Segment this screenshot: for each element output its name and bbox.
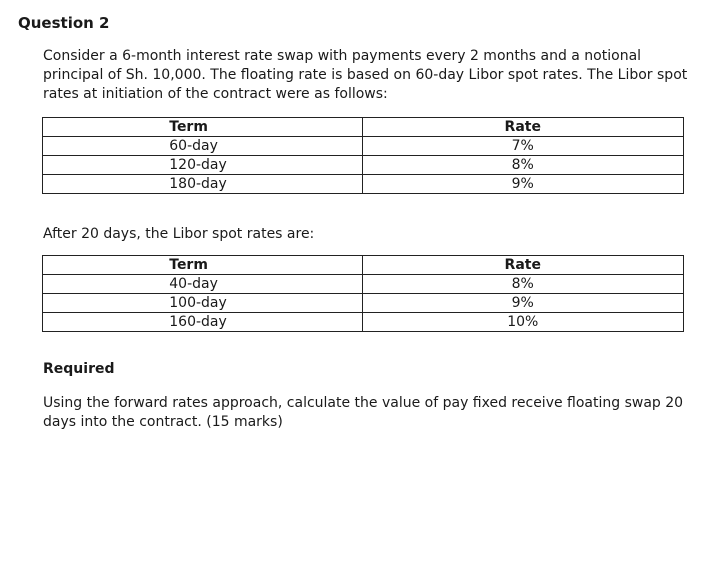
rate-cell: 10%	[362, 313, 683, 332]
table-row	[43, 275, 684, 294]
table-row	[43, 156, 684, 175]
table-row	[43, 294, 684, 313]
intro-paragraph: Consider a 6-month interest rate swap with payments every 2 months and a notional principal of Sh. 10,000. The floating rate is based on 60-day Libor spot rates. The Libor spot rates at initiation of the contract were as follows:	[43, 48, 688, 102]
after-20-days-rates-table	[42, 255, 684, 332]
required-paragraph: Using the forward rates approach, calculate the value of pay fixed receive floating swap 20 days into the contract. (15 marks)	[43, 395, 684, 430]
rate-cell: 8%	[362, 275, 683, 294]
term-cell: 160-day	[43, 313, 363, 332]
initial-libor-rates-table	[42, 117, 684, 194]
term-cell: 120-day	[43, 156, 363, 175]
rate-cell: 8%	[362, 156, 683, 175]
rate-header: Rate	[362, 118, 683, 137]
required-heading: Required	[43, 361, 115, 377]
term-cell: 60-day	[43, 137, 363, 156]
term-cell: 180-day	[43, 175, 363, 194]
term-cell: 100-day	[43, 294, 363, 313]
after-paragraph: After 20 days, the Libor spot rates are:	[43, 226, 315, 242]
term-header: Term	[43, 118, 363, 137]
table-row	[43, 137, 684, 156]
rate-header: Rate	[362, 256, 683, 275]
term-header: Term	[43, 256, 363, 275]
term-cell: 40-day	[43, 275, 363, 294]
rate-cell: 7%	[362, 137, 683, 156]
table-header-row	[43, 256, 684, 275]
table-row	[43, 175, 684, 194]
question-title: Question 2	[18, 14, 110, 32]
table-header-row	[43, 118, 684, 137]
table-row	[43, 313, 684, 332]
rate-cell: 9%	[362, 175, 683, 194]
rate-cell: 9%	[362, 294, 683, 313]
